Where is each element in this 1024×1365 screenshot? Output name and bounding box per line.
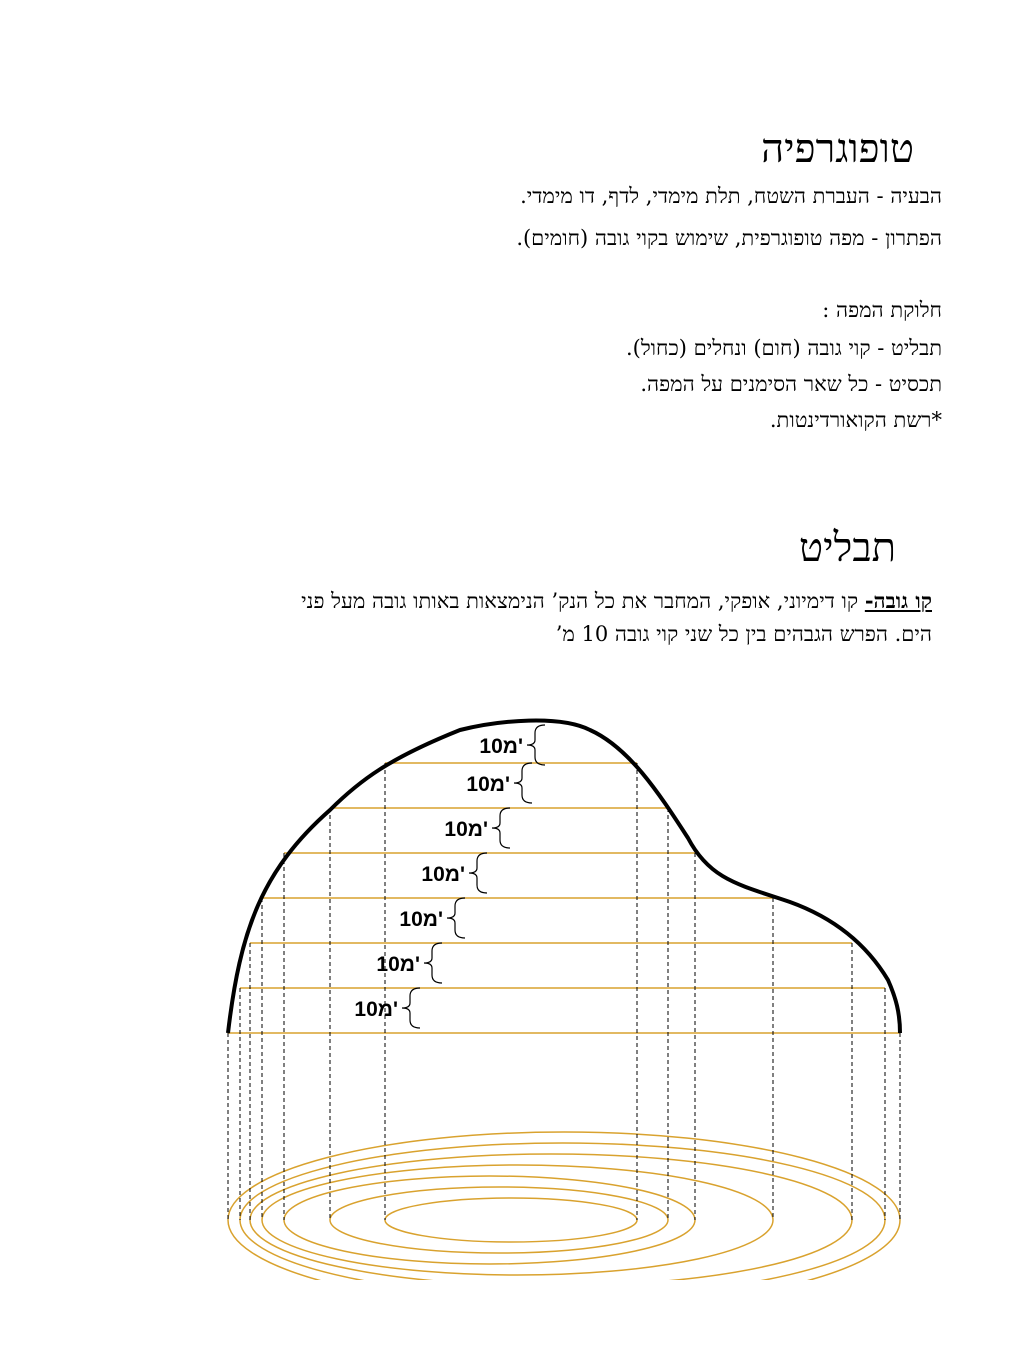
page-title: טופוגרפיה <box>761 126 914 172</box>
contour-lines <box>228 763 900 1033</box>
map-division-item-relief: תבליט - קוי גובה (חום) ונחלים (כחול). <box>625 336 942 360</box>
interval-label-7: 10מ' <box>354 998 398 1021</box>
contour-diagram <box>0 680 1024 1280</box>
interval-brace-6 <box>424 943 442 983</box>
section-title: תבליט <box>798 525 896 571</box>
contour-ellipse-3 <box>284 1176 695 1264</box>
contour-ellipse-1 <box>385 1198 637 1242</box>
interval-label-4: 10מ' <box>421 863 465 886</box>
definition-line-1 <box>301 590 932 612</box>
map-division-heading: חלוקת המפה : <box>822 298 942 322</box>
map-division-item-cover: תכסיט - כל שאר הסימנים על המפה. <box>640 372 942 396</box>
problem-line: הבעיה - העברת השטח, תלת מימדי, לדף, דו מימדי. <box>520 184 942 208</box>
interval-brace-2 <box>514 763 532 803</box>
interval-labels <box>354 735 523 1021</box>
interval-brace-1 <box>527 725 545 765</box>
definition-term: קו גובה- <box>864 588 932 613</box>
map-division-item-grid: *רשת הקואורדינטות. <box>769 408 942 432</box>
definition-line-2: הים. הפרש הגבהים בין כל שני קוי גובה 10 מ’ <box>555 622 932 646</box>
interval-brace-5 <box>447 898 465 938</box>
contour-ellipse-2 <box>330 1187 668 1253</box>
interval-brace-3 <box>492 808 510 848</box>
projection-lines <box>228 763 900 1220</box>
interval-label-1: 10מ' <box>479 735 523 758</box>
contour-map-ellipses <box>228 1132 900 1280</box>
interval-label-3: 10מ' <box>444 818 488 841</box>
interval-label-2: 10מ' <box>466 773 510 796</box>
definition-text: קו דימיוני, אופקי, המחבר את כל הנק’ הנימצאות באותו גובה מעל פני <box>301 589 865 613</box>
interval-label-5: 10מ' <box>399 908 443 931</box>
interval-label-6: 10מ' <box>376 953 420 976</box>
hill-profile-outline <box>228 721 900 1033</box>
interval-brace-7 <box>402 988 420 1028</box>
interval-brace-4 <box>469 853 487 893</box>
contour-ellipse-5 <box>250 1154 852 1280</box>
solution-line: הפתרון - מפה טופוגרפית, שימוש בקוי גובה (חומים). <box>516 226 942 250</box>
contour-ellipse-4 <box>262 1165 773 1275</box>
